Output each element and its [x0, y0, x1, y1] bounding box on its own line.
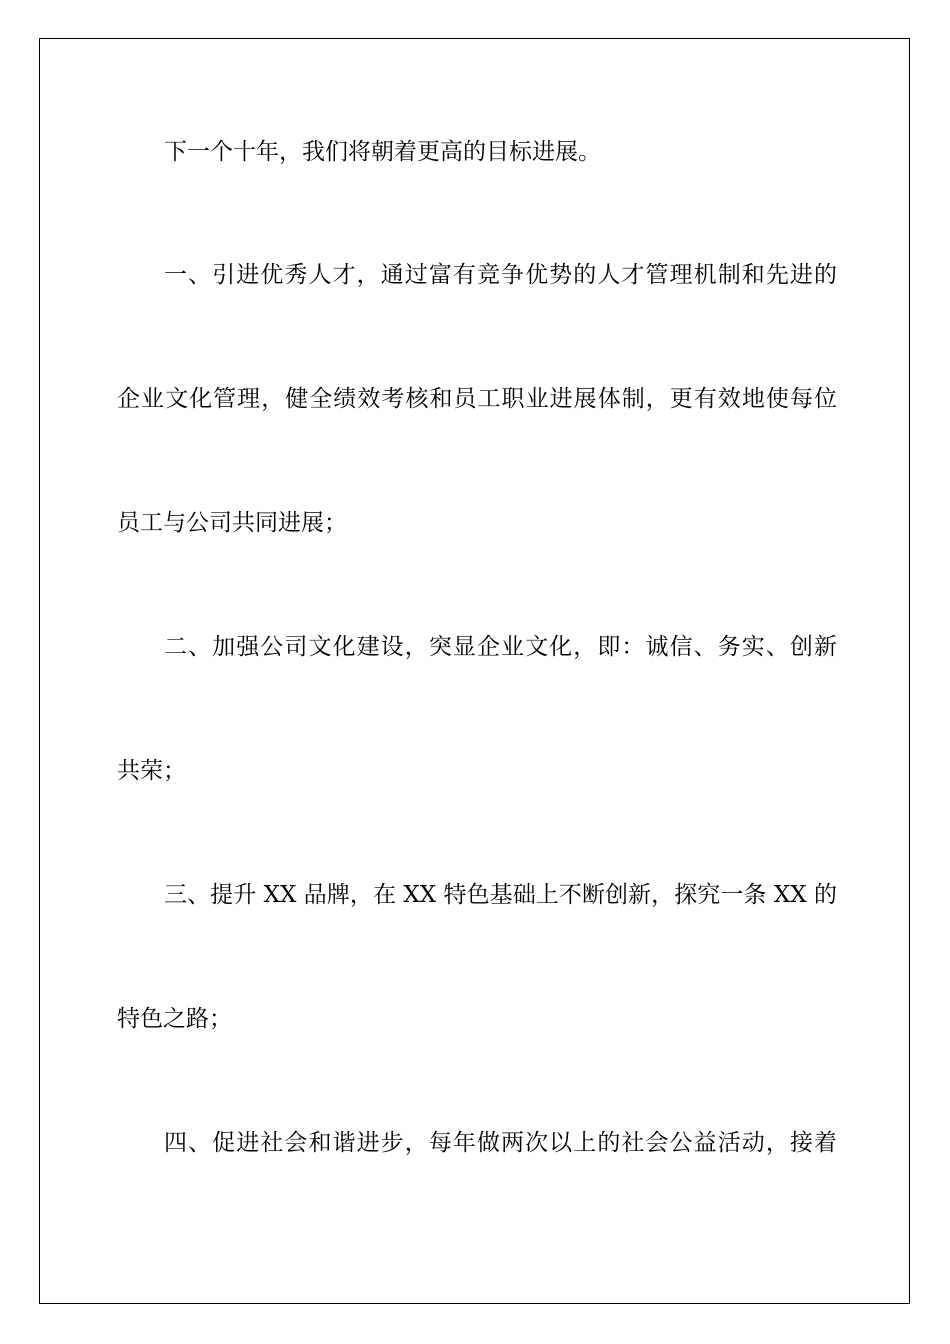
item-two-line-2: 共荣； — [117, 758, 186, 784]
page-frame — [39, 38, 910, 1304]
item-one-line-1: 一、引进优秀人才，通过富有竞争优势的人才管理机制和先进的 — [164, 262, 837, 288]
item-one-line-2: 企业文化管理，健全绩效考核和员工职业进展体制，更有效地使每位 — [117, 386, 837, 412]
item-one-line-3: 员工与公司共同进展； — [117, 510, 347, 536]
item-two-line-1: 二、加强公司文化建设，突显企业文化，即：诚信、务实、创新 — [164, 634, 837, 660]
item-three-line-2: 特色之路； — [117, 1006, 232, 1032]
item-three-line-1: 三、提升 XX 品牌，在 XX 特色基础上不断创新，探究一条 XX 的 — [164, 882, 837, 908]
item-four-line-1: 四、促进社会和谐进步，每年做两次以上的社会公益活动，接着 — [164, 1130, 837, 1156]
paragraph-intro-line: 下一个十年，我们将朝着更高的目标进展。 — [164, 139, 601, 165]
